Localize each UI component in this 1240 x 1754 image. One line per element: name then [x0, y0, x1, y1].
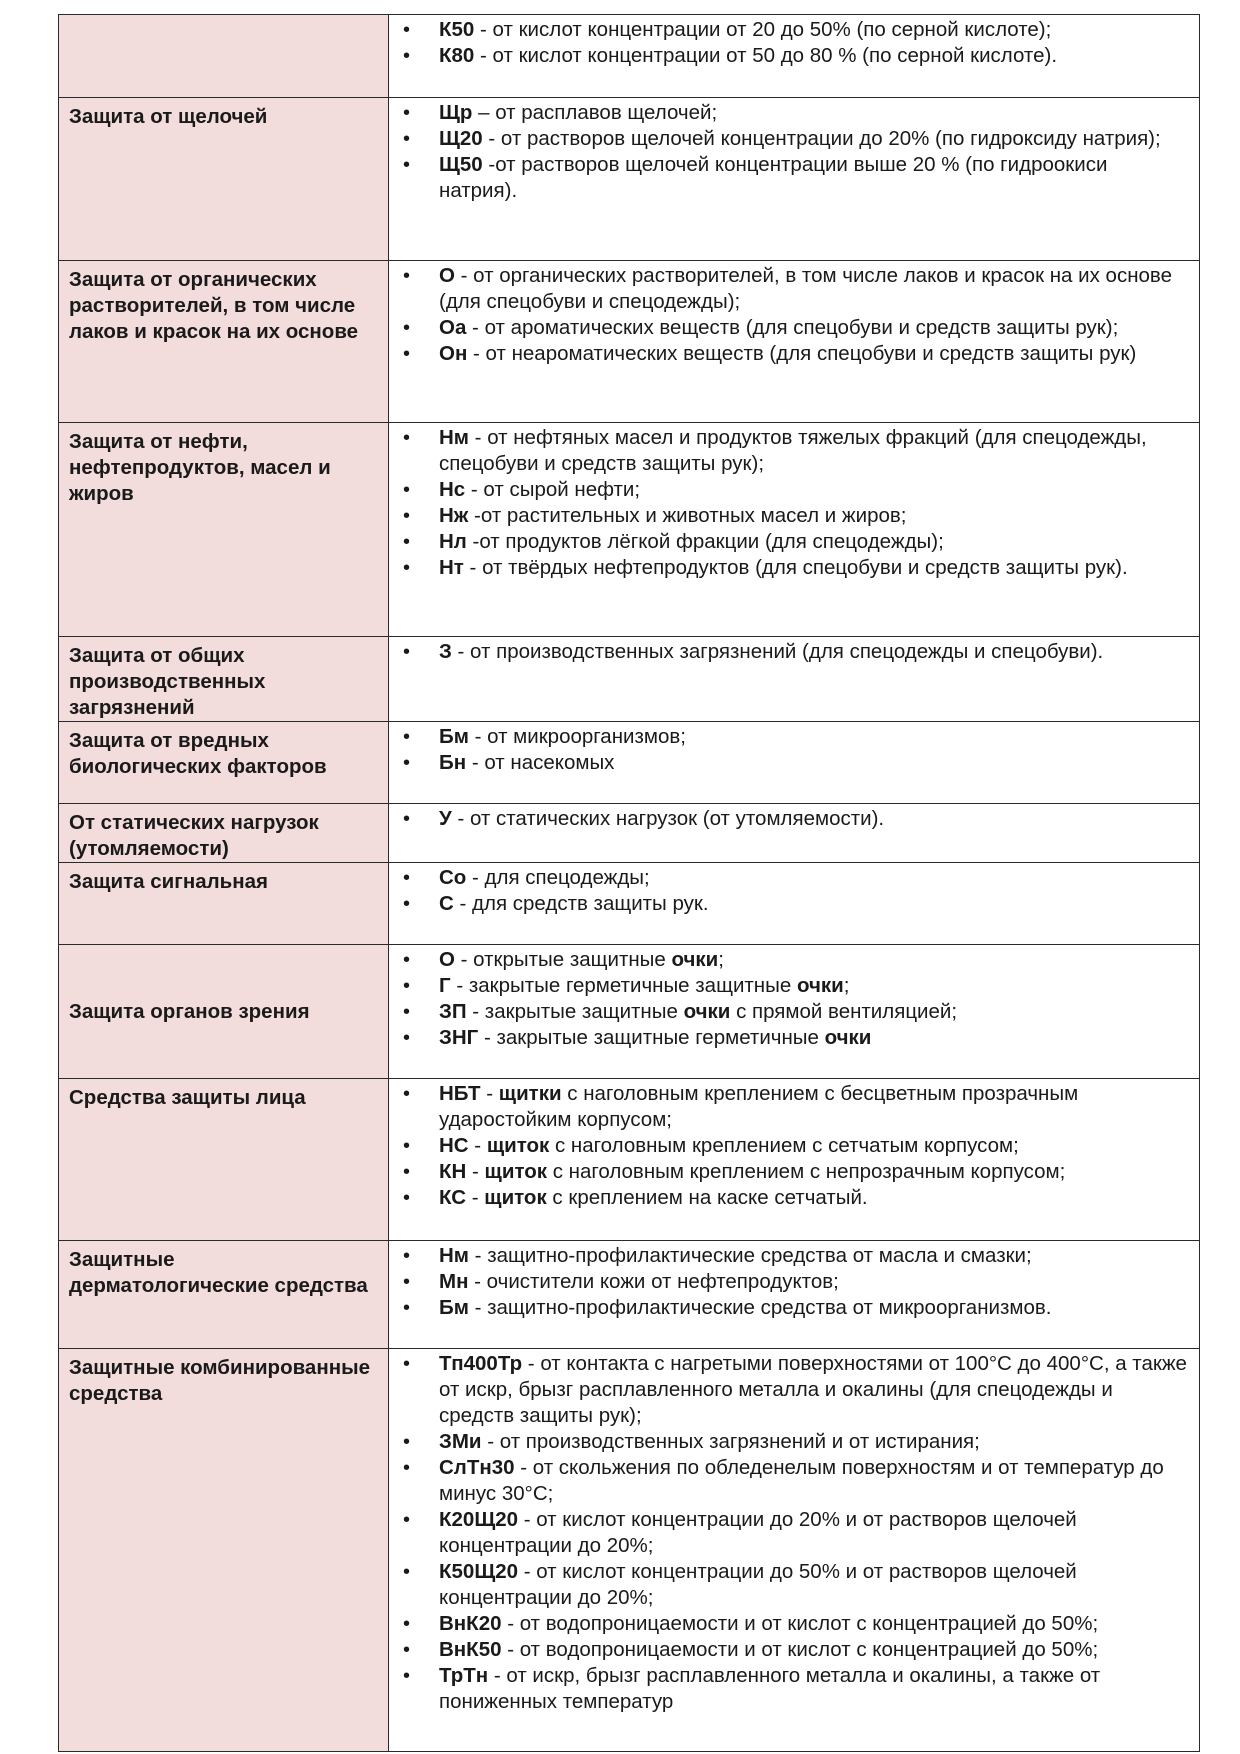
marking-description: - от водопроницаемости и от кислот с концентрацией до 50%; — [501, 1612, 1099, 1635]
marking-description: - от твёрдых нефтепродуктов (для спецобуви и средств защиты рук). — [463, 556, 1128, 579]
list-item — [389, 1663, 1189, 1715]
marking-code: Щр — [439, 101, 473, 124]
list-item — [389, 1637, 1189, 1663]
list-item — [389, 1351, 1189, 1429]
category-cell — [59, 804, 389, 863]
marking-code: Мн — [439, 1270, 469, 1293]
category-cell — [59, 1241, 389, 1349]
list-item — [389, 1507, 1189, 1559]
marking-description: с наголовным креплением с непрозрачным корпусом; — [547, 1160, 1066, 1183]
marking-code: Нм — [439, 1244, 469, 1267]
marking-cell — [389, 261, 1200, 423]
marking-emphasis: щиток — [484, 1186, 547, 1209]
marking-description: - от кислот концентрации от 50 до 80 % (по серной кислоте). — [474, 44, 1058, 67]
marking-description: - для средств защиты рук. — [453, 892, 709, 915]
list-item — [389, 17, 1189, 43]
marking-cell — [389, 423, 1200, 637]
marking-list — [389, 724, 1189, 776]
marking-code: Нт — [439, 556, 464, 579]
marking-description: - открытые защитные — [454, 948, 672, 971]
category-label: Защитные комбинированные средства — [69, 1356, 371, 1405]
marking-description: - от производственных загрязнений и от истирания; — [481, 1430, 980, 1453]
marking-list — [389, 806, 1189, 832]
category-label: Защита от органических растворителей, в том числе лаков и красок на их основе — [69, 268, 359, 343]
marking-list — [389, 17, 1189, 69]
list-item — [389, 639, 1189, 665]
marking-code: Бм — [439, 725, 469, 748]
list-item — [389, 1025, 1189, 1051]
category-cell — [59, 1079, 389, 1241]
marking-code: Бн — [439, 751, 467, 774]
marking-code: ЗП — [439, 1000, 467, 1023]
marking-code: О — [439, 264, 455, 287]
ppe-marking-table — [58, 14, 1200, 1752]
marking-code: К50 — [439, 18, 475, 41]
marking-list — [389, 947, 1189, 1051]
category-label: Средства защиты лица — [69, 1086, 306, 1109]
category-label: От статических нагрузок (утомляемости) — [69, 811, 319, 860]
marking-description: - от кислот концентрации до 20% и от растворов щелочей концентрации до 20%; — [439, 1508, 1077, 1557]
marking-description: - от производственных загрязнений (для спецодежды и спецобуви). — [451, 640, 1104, 663]
marking-code: СлТн30 — [439, 1456, 515, 1479]
marking-cell — [389, 1241, 1200, 1349]
table-row — [59, 804, 1200, 863]
table-row — [59, 98, 1200, 261]
marking-list — [389, 1243, 1189, 1321]
marking-cell — [389, 1349, 1200, 1752]
table-body — [59, 15, 1200, 1752]
list-item — [389, 1429, 1189, 1455]
list-item — [389, 263, 1189, 315]
table-row — [59, 722, 1200, 804]
category-cell — [59, 722, 389, 804]
table-row — [59, 1079, 1200, 1241]
marking-list — [389, 100, 1189, 204]
list-item — [389, 529, 1189, 555]
marking-description: - для спецодежды; — [466, 866, 650, 889]
category-label: Защита от щелочей — [69, 105, 268, 128]
marking-cell — [389, 98, 1200, 261]
marking-description: - закрытые защитные герметичные — [478, 1026, 825, 1049]
marking-description: - от микроорганизмов; — [468, 725, 686, 748]
category-label: Защита органов зрения — [69, 999, 310, 1023]
marking-description: - от скольжения по обледенелым поверхностям и от температур до минус 30°С; — [439, 1456, 1164, 1505]
table-row — [59, 637, 1200, 722]
marking-description: - от водопроницаемости и от кислот с концентрацией до 50%; — [501, 1638, 1099, 1661]
marking-list — [389, 425, 1189, 581]
marking-description: - защитно-профилактические средства от микроорганизмов. — [468, 1296, 1052, 1319]
table-row — [59, 863, 1200, 945]
marking-description: - закрытые защитные — [466, 1000, 684, 1023]
marking-code: Щ20 — [439, 127, 483, 150]
marking-list — [389, 1081, 1189, 1211]
marking-description: - от кислот концентрации до 50% и от растворов щелочей концентрации до 20%; — [439, 1560, 1077, 1609]
marking-description: - от сырой нефти; — [465, 478, 641, 501]
marking-code: ВнК50 — [439, 1638, 502, 1661]
category-cell — [59, 98, 389, 261]
marking-description: - от органических растворителей, в том числе лаков и красок на их основе (для спецобуви и спецодежды); — [439, 264, 1172, 313]
marking-description: - от ароматических веществ (для спецобуви и средств защиты рук); — [466, 316, 1119, 339]
list-item — [389, 477, 1189, 503]
table-row — [59, 1241, 1200, 1349]
marking-list — [389, 865, 1189, 917]
marking-cell — [389, 637, 1200, 722]
list-item — [389, 806, 1189, 832]
list-item — [389, 1455, 1189, 1507]
marking-description: - от неароматических веществ (для спецобуви и средств защиты рук) — [467, 342, 1137, 365]
marking-description: ; — [718, 948, 724, 971]
category-label: Защитные дерматологические средства — [69, 1248, 368, 1297]
marking-cell — [389, 863, 1200, 945]
marking-code: КН — [439, 1160, 467, 1183]
table-row — [59, 15, 1200, 98]
category-cell — [59, 15, 389, 98]
category-cell — [59, 637, 389, 722]
marking-emphasis: очки — [824, 1026, 872, 1049]
marking-description: -от растворов щелочей концентрации выше 20 % (по гидроокиси натрия). — [439, 153, 1108, 202]
list-item — [389, 1295, 1189, 1321]
marking-code: Нм — [439, 426, 469, 449]
list-item — [389, 865, 1189, 891]
marking-code: Со — [439, 866, 467, 889]
category-cell — [59, 261, 389, 423]
list-item — [389, 503, 1189, 529]
table-row — [59, 423, 1200, 637]
marking-description: - закрытые герметичные защитные — [450, 974, 797, 997]
marking-code: Тп400Тр — [439, 1352, 523, 1375]
list-item — [389, 999, 1189, 1025]
list-item — [389, 1133, 1189, 1159]
marking-code: Он — [439, 342, 468, 365]
marking-description: - от кислот концентрации от 20 до 50% (по серной кислоте); — [474, 18, 1052, 41]
marking-description: ; — [843, 974, 850, 997]
marking-description: - от нефтяных масел и продуктов тяжелых фракций (для спецодежды, спецобуви и средств защиты рук); — [439, 426, 1147, 475]
marking-description: с креплением на каске сетчатый. — [546, 1186, 868, 1209]
category-label: Защита от общих производственных загрязнений — [69, 644, 266, 719]
category-cell — [59, 863, 389, 945]
list-item — [389, 1185, 1189, 1211]
marking-description: - — [466, 1160, 485, 1183]
marking-description: - от насекомых — [466, 751, 615, 774]
marking-description: с наголовным креплением с бесцветным прозрачным ударостойким корпусом; — [439, 1082, 1079, 1131]
category-label: Защита сигнальная — [69, 870, 268, 893]
list-item — [389, 1243, 1189, 1269]
marking-description: - от искр, брызг расплавленного металла и окалины, а также от пониженных температур — [439, 1664, 1101, 1713]
list-item — [389, 973, 1189, 999]
list-item — [389, 152, 1189, 204]
marking-code: ЗМи — [439, 1430, 482, 1453]
category-label: Защита от вредных биологических факторов — [69, 729, 327, 778]
marking-code: НБТ — [439, 1082, 481, 1105]
marking-description: - — [466, 1186, 485, 1209]
table-row — [59, 261, 1200, 423]
marking-code: Оа — [439, 316, 467, 339]
marking-cell — [389, 804, 1200, 863]
marking-cell — [389, 722, 1200, 804]
marking-code: КС — [439, 1186, 467, 1209]
marking-list — [389, 1351, 1189, 1715]
marking-code: К50Щ20 — [439, 1560, 519, 1583]
marking-cell — [389, 1079, 1200, 1241]
marking-code: К20Щ20 — [439, 1508, 519, 1531]
marking-code: ТрТн — [439, 1664, 489, 1687]
marking-emphasis: очки — [683, 1000, 731, 1023]
marking-code: Г — [439, 974, 451, 997]
marking-code: НС — [439, 1134, 469, 1157]
marking-description: с прямой вентиляцией; — [730, 1000, 958, 1023]
marking-code: О — [439, 948, 455, 971]
list-item — [389, 425, 1189, 477]
list-item — [389, 555, 1189, 581]
marking-description: с наголовным креплением с сетчатым корпусом; — [549, 1134, 1019, 1157]
list-item — [389, 750, 1189, 776]
category-cell — [59, 1349, 389, 1752]
list-item — [389, 1611, 1189, 1637]
marking-emphasis: очки — [796, 974, 844, 997]
marking-code: С — [439, 892, 454, 915]
marking-list — [389, 263, 1189, 367]
marking-code: Щ50 — [439, 153, 483, 176]
category-label: Защита от нефти, нефтепродуктов, масел и жиров — [69, 430, 331, 505]
marking-emphasis: очки — [671, 948, 719, 971]
category-cell — [59, 423, 389, 637]
list-item — [389, 1559, 1189, 1611]
marking-code: ВнК20 — [439, 1612, 502, 1635]
list-item — [389, 724, 1189, 750]
marking-description: -от продуктов лёгкой фракции (для спецодежды); — [466, 530, 944, 553]
list-item — [389, 100, 1189, 126]
list-item — [389, 126, 1189, 152]
marking-code: Бм — [439, 1296, 469, 1319]
marking-cell — [389, 945, 1200, 1079]
table-row — [59, 1349, 1200, 1752]
marking-list — [389, 639, 1189, 665]
list-item — [389, 341, 1189, 367]
marking-code: У — [439, 807, 452, 830]
marking-code: К80 — [439, 44, 475, 67]
marking-code: Нж — [439, 504, 469, 527]
marking-description: - очистители кожи от нефтепродуктов; — [468, 1270, 839, 1293]
marking-cell — [389, 15, 1200, 98]
category-cell — [59, 945, 389, 1079]
list-item — [389, 891, 1189, 917]
list-item — [389, 1159, 1189, 1185]
list-item — [389, 315, 1189, 341]
marking-emphasis: щиток — [484, 1160, 547, 1183]
marking-description: - от статических нагрузок (от утомляемости). — [451, 807, 885, 830]
marking-description: - от растворов щелочей концентрации до 20% (по гидроксиду натрия); — [482, 127, 1161, 150]
marking-code: ЗНГ — [439, 1026, 479, 1049]
marking-code: Нл — [439, 530, 467, 553]
table-row — [59, 945, 1200, 1079]
marking-description: - — [480, 1082, 499, 1105]
list-item — [389, 1269, 1189, 1295]
marking-description: - от контакта с нагретыми поверхностями от 100°С до 400°С, а также от искр, брызг расплавленного металла и окалины (для спецодежды и средств защиты рук); — [439, 1352, 1187, 1427]
marking-description: – от расплавов щелочей; — [472, 101, 718, 124]
marking-description: -от растительных и животных масел и жиров; — [468, 504, 907, 527]
list-item — [389, 947, 1189, 973]
marking-emphasis: щиток — [486, 1134, 550, 1157]
list-item — [389, 1081, 1189, 1133]
marking-description: - защитно-профилактические средства от масла и смазки; — [468, 1244, 1032, 1267]
marking-description: - — [468, 1134, 487, 1157]
list-item — [389, 43, 1189, 69]
marking-code: Нс — [439, 478, 466, 501]
marking-emphasis: щитки — [498, 1082, 562, 1105]
marking-code: З — [439, 640, 452, 663]
ppe-marking-table-container — [58, 14, 1200, 1752]
